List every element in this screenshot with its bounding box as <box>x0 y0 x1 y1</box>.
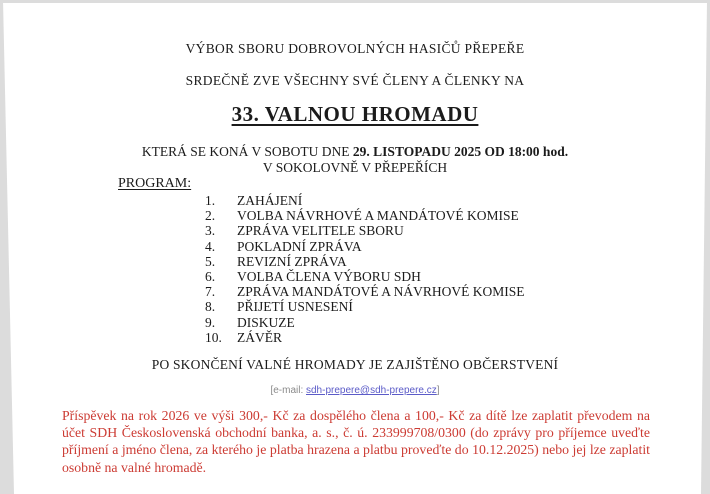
program-item-label: DISKUZE <box>237 314 295 330</box>
program-item <box>205 315 525 330</box>
program-item <box>205 299 525 314</box>
program-item-label: VOLBA NÁVRHOVÉ A MANDÁTOVÉ KOMISE <box>237 208 519 224</box>
program-item-label: ZPRÁVA VELITELE SBORU <box>237 223 404 239</box>
program-item-label: VOLBA ČLENA VÝBORU SDH <box>237 269 421 285</box>
meeting-headline: 33. VALNOU HROMADU <box>231 102 479 126</box>
program-item-label: ZPRÁVA MANDÁTOVÉ A NÁVRHOVÉ KOMISE <box>237 284 525 300</box>
program-item <box>205 330 525 345</box>
program-item-number: 3. <box>205 223 216 239</box>
program-item-label: ZAHÁJENÍ <box>237 193 303 208</box>
organization-title: VÝBOR SBORU DOBROVOLNÝCH HASIČŮ PŘEPEŘE <box>185 41 525 56</box>
program-item <box>205 254 525 269</box>
email-label: [e-mail: <box>270 385 306 396</box>
program-heading: PROGRAM: <box>118 176 192 191</box>
email-line <box>0 385 710 396</box>
program-item-number: 10. <box>205 329 222 345</box>
venue-line: V SOKOLOVNĚ V PŘEPEŘÍCH <box>262 160 448 175</box>
program-item-label: PŘIJETÍ USNESENÍ <box>237 299 353 315</box>
program-item <box>205 223 525 238</box>
program-item-number: 7. <box>205 284 216 300</box>
program-item-number: 8. <box>205 299 216 315</box>
refreshments-line: PO SKONČENÍ VALNÉ HROMADY JE ZAJIŠTĚNO OBČERSTVENÍ <box>151 357 559 372</box>
date-time-prefix: KTERÁ SE KONÁ V SOBOTU DNE <box>141 144 353 159</box>
email-link[interactable]: sdh-prepere@sdh-prepere.cz <box>306 385 437 396</box>
program-item-label: POKLADNÍ ZPRÁVA <box>237 238 362 254</box>
program-item-number: 6. <box>205 269 216 285</box>
date-time-line <box>0 144 710 160</box>
program-item-number: 1. <box>205 193 216 208</box>
program-item-label: REVIZNÍ ZPRÁVA <box>237 253 347 269</box>
program-item <box>205 269 525 284</box>
page-edge-top <box>0 0 710 3</box>
program-item-label: ZÁVĚR <box>237 329 282 345</box>
invitation-line: SRDEČNĚ ZVE VŠECHNY SVÉ ČLENY A ČLENKY NA <box>185 73 525 88</box>
program-item <box>205 193 525 208</box>
program-list <box>205 193 525 345</box>
program-item-number: 5. <box>205 253 216 269</box>
program-item-number: 2. <box>205 208 216 224</box>
program-item-number: 9. <box>205 314 216 330</box>
program-item-number: 4. <box>205 238 216 254</box>
program-item <box>205 239 525 254</box>
date-time-bold: 29. LISTOPADU 2025 OD 18:00 hod. <box>352 144 569 159</box>
program-item <box>205 284 525 299</box>
program-item <box>205 208 525 223</box>
email-label-closing-bracket: ] <box>436 385 440 396</box>
payment-notice: Příspěvek na rok 2026 ve výši 300,- Kč za dospělého člena a 100,- Kč za dítě lze zaplatit převodem na účet SDH Československá obchodní banka, a. s., č. ú. 233999708/0300 (do zprávy pro příjemce uveďte příjmení a jméno člena, za kterého je platba hrazena a platbu proveďte do 10.12.2025) nebo jej lze zaplatit osobně na valné hromadě. <box>62 408 650 475</box>
